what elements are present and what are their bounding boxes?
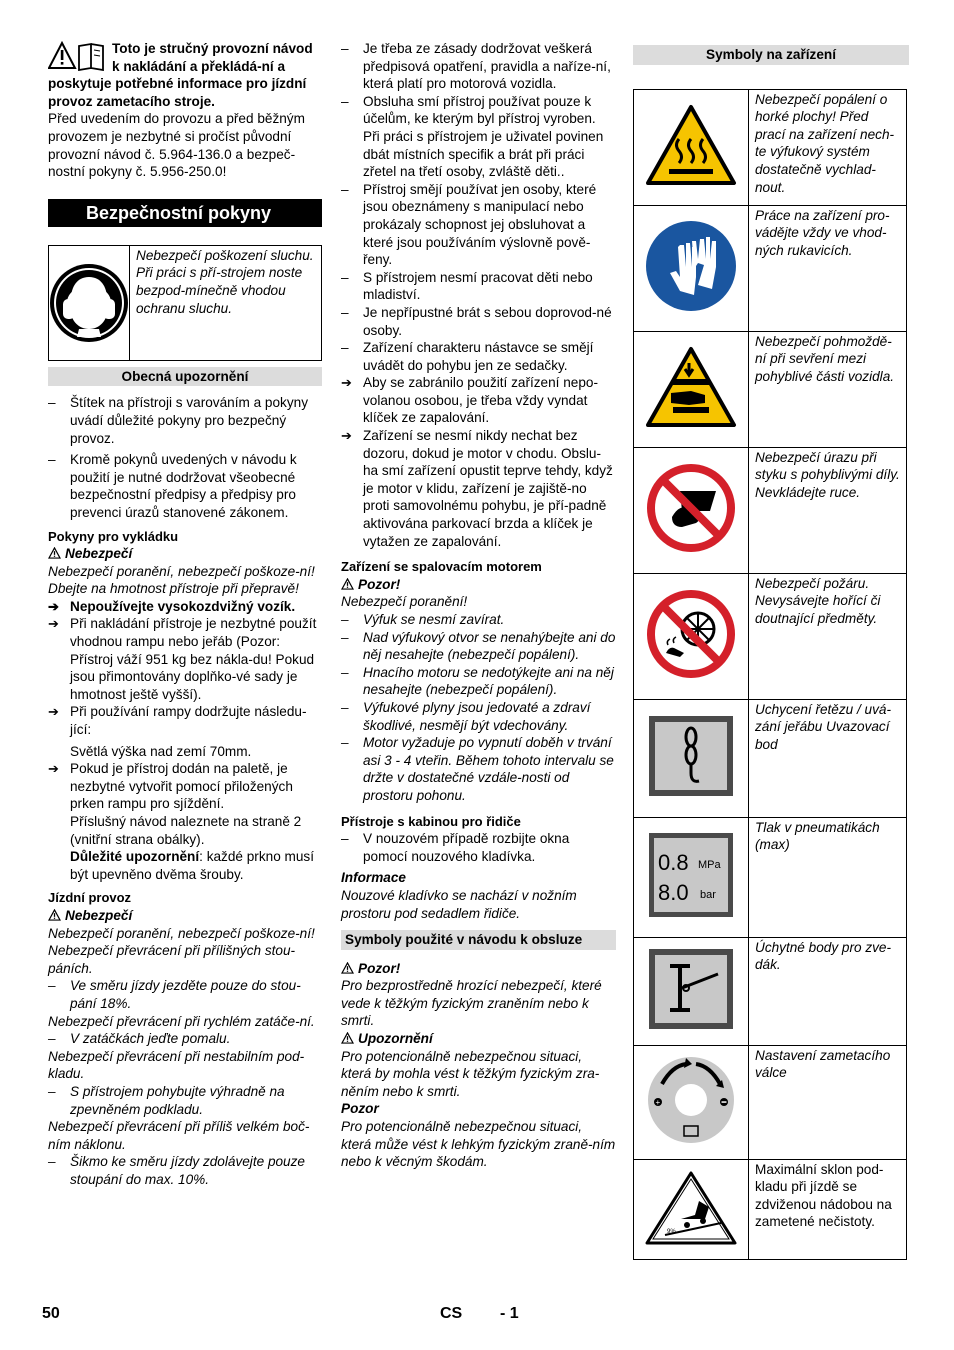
roller-adjust-icon <box>646 1052 736 1148</box>
unload-note: Příslušný návod naleznete na straně 2 (vnitřní strana obálky). <box>70 814 302 847</box>
info-label: Informace <box>341 870 406 886</box>
tyre-pressure-icon <box>648 832 734 918</box>
unload-important: Důležité upozornění: každé prkno musí být upevněno dvěma šrouby. <box>70 849 314 882</box>
drive-rule-2: – V zatáčkách jeďte pomalu. <box>48 1030 322 1048</box>
engine-rule-4: – Výfukové plyny jsou jedovaté a zdraví škodlivé, nesmějí být vdechovány. <box>341 699 616 734</box>
warning-icon <box>48 547 61 559</box>
symbol-row <box>634 573 907 699</box>
engine-rule-5: – Motor vyžaduje po vypnutí doběh v trvání asi 3 - 4 vteřin. Během tohoto intervalu se držte v dostatečné vzdále-nosti od prostoru pohonu. <box>341 734 616 804</box>
cabin-heading: Přístroje s kabinou pro řidiče <box>341 813 521 829</box>
drive-danger-label: Nebezpečí <box>48 907 322 925</box>
intro-bold: Toto je stručný provozní návod k nakládání a překládá-ní a poskytuje potřebné informace pro jízdní provoz zametacího stroje. <box>48 41 313 109</box>
symbol-pozor2-label: Pozor <box>341 1101 379 1117</box>
symbol-text: Nebezpečí požáru. Nevysávejte hořící či doutnající předměty. <box>749 573 907 699</box>
symbol-row <box>634 89 907 205</box>
unload-step-3: ➔ Při používání rampy dodržujte následu-jící: <box>48 703 322 738</box>
symbol-row <box>634 817 907 937</box>
page-number: 50 <box>42 1305 60 1322</box>
symbol-row <box>634 331 907 447</box>
symbol-text: Nebezpečí popálení o horké plochy! Před prací na zařízení nech-te výfukový systém dostatečně vychlad-nout. <box>749 89 907 205</box>
symbol-text: Úchytné body pro zve-dák. <box>749 937 907 1045</box>
info-text: Nouzové kladívko se nachází v nožním prostoru pod sedadlem řidiče. <box>341 887 577 921</box>
manual-symbols-heading: Symboly použité v návodu k obsluze <box>341 930 616 950</box>
svg-text:8.0: 8.0 <box>658 879 689 905</box>
section-number: - 1 <box>500 1305 519 1322</box>
rule-item-4: – S přístrojem nesmí pracovat děti nebo mladiství. <box>341 269 616 304</box>
symbol-upozorneni-label: Upozornění <box>341 1030 616 1048</box>
drive-warning-4: Nebezpečí převrácení při nestabilním pod-kladu. <box>48 1048 305 1082</box>
rule-step-2: ➔ Zařízení se nesmí nikdy nechat bez dozoru, dokud je motor v chodu. Obslu-ha smí zařízení opustit teprve tehdy, když je motor v klidu, zařízení je zajiště-no proti samovolnému pohybu, je pří-padně aktivována parkovací brzda a klíček je vytažen ze zapalování. <box>341 427 616 550</box>
unload-step-1: ➔ Nepoužívejte vysokozdvižný vozík. <box>48 598 322 616</box>
unload-clearance: Světlá výška nad zemí 70mm. <box>70 743 252 759</box>
device-symbols-heading: Symboly na zařízení <box>633 45 909 65</box>
language-code: CS <box>440 1305 463 1322</box>
svg-text:+: + <box>655 1097 661 1107</box>
warning-icon <box>48 909 61 921</box>
engine-heading: Zařízení se spalovacím motorem <box>341 559 542 575</box>
unload-warning-2: Dbejte na hmotnost přístroje při přepravě! <box>48 581 299 597</box>
symbol-text: Nebezpečí pohmoždě-ní při sevření mezi pohyblivé části vozidla. <box>749 331 907 447</box>
engine-rule-2: – Nad výfukový otvor se nenahýbejte ani do něj nesahejte (nebezpečí popálení). <box>341 629 616 664</box>
warning-manual-icon <box>48 41 106 71</box>
device-symbols-table <box>633 89 907 1260</box>
unload-step-2: ➔ Při nakládání přístroje je nezbytné použít vhodnou rampu nebo jeřáb (Pozor: Přístroj váží 951 kg bez nákla-du! Pokud jsou přimontovány doplňko-vé sady je hmotnost ještě vyšší). <box>48 615 322 703</box>
unload-warning-1: Nebezpečí poranění, nebezpečí poškoze-ní! <box>48 563 315 579</box>
unload-heading: Pokyny pro vykládku <box>48 528 179 544</box>
max-slope-icon <box>643 1167 739 1247</box>
intro-block <box>48 40 322 181</box>
engine-rule-1: – Výfuk se nesmí zavírat. <box>341 611 616 629</box>
gloves-icon <box>644 219 738 313</box>
symbol-row <box>634 1159 907 1259</box>
symbol-text: Tlak v pneumatikách (max) <box>749 817 907 937</box>
symbol-row <box>634 205 907 331</box>
crush-hand-icon <box>645 345 737 429</box>
warning-icon <box>341 1032 354 1044</box>
warning-icon <box>341 962 354 974</box>
drive-warning-1: Nebezpečí poranění, nebezpečí poškoze-ní! <box>48 925 315 941</box>
engine-caution-label: Pozor! <box>341 576 616 594</box>
intro-text: Před uvedením do provozu a před běžným provozem je nezbytné si pročíst původní provozní návod č. 5.964-136.0 a bezpeč-nostní pokyny č. 5.956-250.0! <box>48 111 305 180</box>
no-reach-icon <box>646 463 736 553</box>
column-1 <box>48 40 322 1188</box>
svg-text:9%: 9% <box>667 1228 676 1235</box>
hearing-protection-box <box>48 245 322 361</box>
drive-rule-4: – Šikmo ke směru jízdy zdolávejte pouze stoupání do max. 10%. <box>48 1153 322 1188</box>
hearing-protection-text: Nebezpečí poškození sluchu. Při práci s pří-strojem noste bezpod-mínečně vhodou ochranu sluchu. <box>136 247 314 316</box>
drive-rule-3: – S přístrojem pohybujte výhradně na zpevněném podkladu. <box>48 1083 322 1118</box>
rule-item-3: – Přístroj smějí používat jen osoby, které jsou obeznámeny s manipulací nebo prokázaly schopnost jej obsluhovat a které jsou používáním výslovně pově-řeny. <box>341 181 616 269</box>
symbol-text: Nebezpečí úrazu při styku s pohyblivými díly. Nevkládejte ruce. <box>749 447 907 573</box>
column-3 <box>633 45 909 1260</box>
svg-text:0.8: 0.8 <box>658 849 689 875</box>
drive-warning-3: Nebezpečí převrácení při rychlém zatáče-ní. <box>48 1013 315 1029</box>
rule-item-5: – Je nepřípustné brát s sebou doprovod-né osoby. <box>341 304 616 339</box>
svg-text:MPa: MPa <box>698 858 721 871</box>
general-item-2: – Kromě pokynů uvedených v návodu k použití je nutné dodržovat všeobecné bezpečnostní předpisy a předpisy pro prevenci úrazů stanovené zákonem. <box>48 451 322 521</box>
column-2 <box>341 40 616 1171</box>
rule-step-1: ➔ Aby se zabránilo použití zařízení nepo-volanou osobou, je třeba vždy vyndat klíček ze zapalování. <box>341 374 616 427</box>
drive-rule-1: – Ve směru jízdy jezděte pouze do stou-pání 18%. <box>48 977 322 1012</box>
symbol-row <box>634 937 907 1045</box>
symbol-text: Práce na zařízení pro-vádějte vždy ve vhod-ných rukavicích. <box>749 205 907 331</box>
chain-icon <box>648 715 734 797</box>
engine-rule-3: – Hnacího motoru se nedotýkejte ani na něj nesahejte (nebezpečí popálení). <box>341 664 616 699</box>
symbol-pozor2-text: Pro potencionálně nebezpečnou situaci, která může vést k lehkým fyzickým zraně-ním nebo k věcným škodám. <box>341 1119 616 1170</box>
symbol-row <box>634 447 907 573</box>
unload-danger-label: Nebezpečí <box>48 545 322 563</box>
svg-text:bar: bar <box>700 888 716 901</box>
hearing-protection-icon <box>49 263 129 343</box>
engine-warning: Nebezpečí poranění! <box>341 594 468 610</box>
rule-item-2: – Obsluha smí přístroj používat pouze k účelům, ke kterým byl přístroj vyroben. Při práci s přístrojem je uživatel povinen dbát místních specifik a brát při práci zřetel na třetí osoby, zvláště děti.. <box>341 93 616 181</box>
symbol-row <box>634 699 907 817</box>
cabin-rule: – V nouzovém případě rozbijte okna pomocí nouzového kladívka. <box>341 830 616 865</box>
symbol-text: Maximální sklon pod-kladu při jízdě se zdviženou nádobou na zametené nečistoty. <box>749 1159 907 1259</box>
warning-icon <box>341 578 354 590</box>
hot-surface-icon <box>645 103 737 187</box>
rule-item-6: – Zařízení charakteru nástavce se smějí uvádět do pohybu jen ze sedačky. <box>341 339 616 374</box>
general-heading: Obecná upozornění <box>48 367 322 387</box>
unload-step-4: ➔ Pokud je přístroj dodán na paletě, je nezbytné vytvořit pomocí přiložených prken rampu pro sjíždění. <box>48 760 322 813</box>
symbol-text: Uchycení řetězu / uvá-zání jeřábu Uvazovací bod <box>749 699 907 817</box>
no-burning-objects-icon <box>646 589 736 679</box>
rule-item-1: – Je třeba ze zásady dodržovat veškerá předpisová opatření, pravidla a naříze-ní, která platí pro motorová vozidla. <box>341 40 616 93</box>
drive-warning-5: Nebezpečí převrácení při příliš velkém boč-ním náklonu. <box>48 1119 310 1152</box>
symbol-text: Nastavení zametacího válce <box>749 1045 907 1159</box>
safety-heading: Bezpečnostní pokyny <box>48 199 322 227</box>
symbol-pozor-label: Pozor! <box>341 960 616 978</box>
jack-point-icon <box>648 948 734 1030</box>
symbol-pozor-text: Pro bezprostředně hrozící nebezpečí, které vede k těžkým fyzickým zraněním nebo k smrti. <box>341 978 602 1029</box>
general-item-1: – Štítek na přístroji s varováním a pokyny uvádí důležité pokyny pro bezpečný provoz. <box>48 394 322 447</box>
drive-warning-2: Nebezpečí převrácení při přílišných stou-páních. <box>48 943 296 976</box>
drive-heading: Jízdní provoz <box>48 890 132 906</box>
symbol-row <box>634 1045 907 1159</box>
symbol-upozorneni-text: Pro potencionálně nebezpečnou situaci, která by mohla vést k těžkým fyzickým zra-něním nebo k smrti. <box>341 1048 600 1099</box>
